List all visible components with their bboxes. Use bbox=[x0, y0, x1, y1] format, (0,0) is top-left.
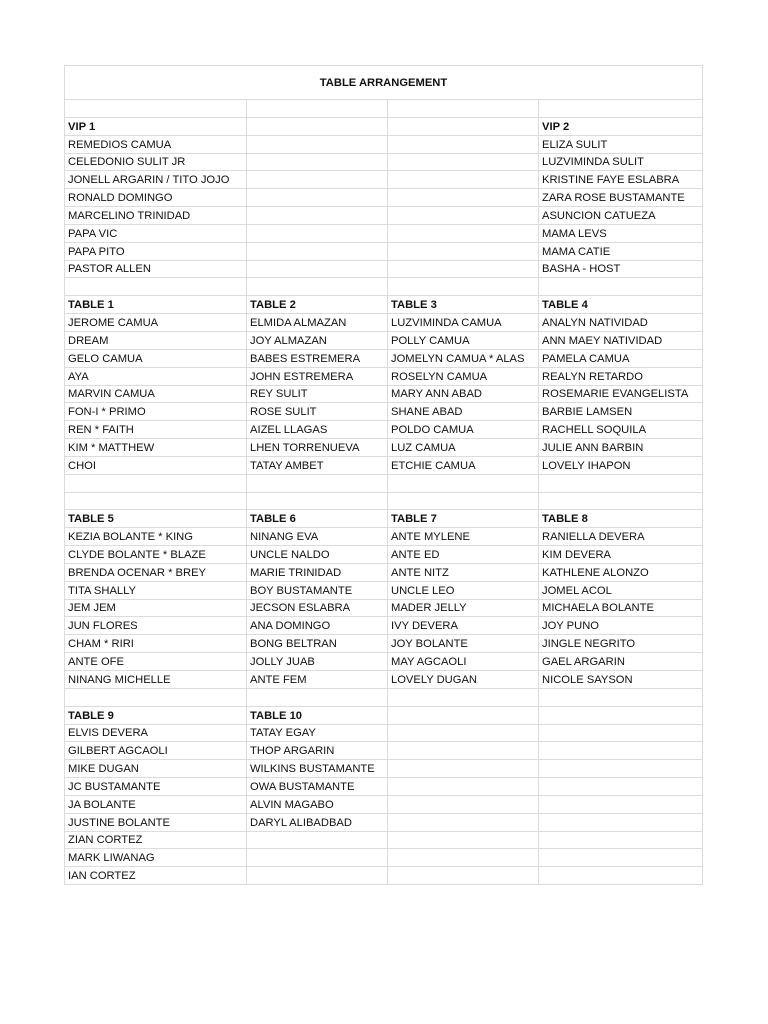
table-row bbox=[65, 153, 703, 171]
empty-cell bbox=[539, 742, 703, 760]
empty-cell bbox=[539, 813, 703, 831]
guest-name-cell: KEZIA BOLANTE * KING bbox=[65, 528, 247, 546]
guest-name-cell: ELMIDA ALMAZAN bbox=[247, 314, 388, 332]
table-row bbox=[65, 795, 703, 813]
empty-cell bbox=[388, 153, 539, 171]
guest-name-cell: JINGLE NEGRITO bbox=[539, 635, 703, 653]
empty-cell bbox=[247, 831, 388, 849]
empty-cell bbox=[247, 171, 388, 189]
guest-name-cell: ELVIS DEVERA bbox=[65, 724, 247, 742]
empty-cell bbox=[388, 100, 539, 118]
empty-cell bbox=[388, 171, 539, 189]
guest-name-cell: LUZVIMINDA SULIT bbox=[539, 153, 703, 171]
table-group-header: TABLE 6 bbox=[247, 510, 388, 528]
empty-cell bbox=[247, 189, 388, 207]
table-group-header: TABLE 3 bbox=[388, 296, 539, 314]
empty-cell bbox=[539, 831, 703, 849]
guest-name-cell: PAPA VIC bbox=[65, 224, 247, 242]
empty-cell bbox=[388, 778, 539, 796]
guest-name-cell: BASHA - HOST bbox=[539, 260, 703, 278]
empty-cell bbox=[388, 867, 539, 885]
guest-name-cell: LHEN TORRENUEVA bbox=[247, 439, 388, 457]
guest-name-cell: JEM JEM bbox=[65, 599, 247, 617]
empty-cell bbox=[247, 474, 388, 492]
table-row bbox=[65, 635, 703, 653]
guest-name-cell: THOP ARGARIN bbox=[247, 742, 388, 760]
table-row bbox=[65, 189, 703, 207]
guest-name-cell: ZIAN CORTEZ bbox=[65, 831, 247, 849]
guest-name-cell: JOY ALMAZAN bbox=[247, 331, 388, 349]
guest-name-cell: CHOI bbox=[65, 456, 247, 474]
guest-name-cell: JC BUSTAMANTE bbox=[65, 778, 247, 796]
table-row bbox=[65, 296, 703, 314]
guest-name-cell: ALVIN MAGABO bbox=[247, 795, 388, 813]
table-group-header: TABLE 7 bbox=[388, 510, 539, 528]
table-row bbox=[65, 224, 703, 242]
guest-name-cell: DARYL ALIBADBAD bbox=[247, 813, 388, 831]
table-row bbox=[65, 831, 703, 849]
empty-cell bbox=[247, 224, 388, 242]
guest-name-cell: MAMA CATIE bbox=[539, 242, 703, 260]
guest-name-cell: LOVELY IHAPON bbox=[539, 456, 703, 474]
guest-name-cell: MIKE DUGAN bbox=[65, 760, 247, 778]
table-group-header: TABLE 10 bbox=[247, 706, 388, 724]
guest-name-cell: JUSTINE BOLANTE bbox=[65, 813, 247, 831]
guest-name-cell: ETCHIE CAMUA bbox=[388, 456, 539, 474]
table-group-header: TABLE 2 bbox=[247, 296, 388, 314]
empty-cell bbox=[388, 117, 539, 135]
guest-name-cell: JOLLY JUAB bbox=[247, 653, 388, 671]
empty-cell bbox=[247, 153, 388, 171]
table-row bbox=[65, 100, 703, 118]
guest-name-cell: UNCLE LEO bbox=[388, 581, 539, 599]
table-group-header: TABLE 1 bbox=[65, 296, 247, 314]
empty-cell bbox=[65, 492, 247, 510]
guest-name-cell: RACHELL SOQUILA bbox=[539, 421, 703, 439]
empty-cell bbox=[388, 706, 539, 724]
guest-name-cell: BRENDA OCENAR * BREY bbox=[65, 563, 247, 581]
guest-name-cell: ZARA ROSE BUSTAMANTE bbox=[539, 189, 703, 207]
empty-cell bbox=[539, 100, 703, 118]
guest-name-cell: ANA DOMINGO bbox=[247, 617, 388, 635]
guest-name-cell: JONELL ARGARIN / TITO JOJO bbox=[65, 171, 247, 189]
guest-name-cell: KRISTINE FAYE ESLABRA bbox=[539, 171, 703, 189]
guest-name-cell: MICHAELA BOLANTE bbox=[539, 599, 703, 617]
guest-name-cell: MAY AGCAOLI bbox=[388, 653, 539, 671]
empty-cell bbox=[247, 492, 388, 510]
guest-name-cell: MAMA LEVS bbox=[539, 224, 703, 242]
table-row bbox=[65, 314, 703, 332]
empty-cell bbox=[388, 795, 539, 813]
empty-cell bbox=[247, 688, 388, 706]
guest-name-cell: REMEDIOS CAMUA bbox=[65, 135, 247, 153]
empty-cell bbox=[539, 474, 703, 492]
page-title: TABLE ARRANGEMENT bbox=[65, 66, 703, 100]
table-row bbox=[65, 135, 703, 153]
table-row bbox=[65, 742, 703, 760]
table-row bbox=[65, 867, 703, 885]
table-row bbox=[65, 778, 703, 796]
empty-cell bbox=[247, 207, 388, 225]
empty-cell bbox=[539, 492, 703, 510]
empty-cell bbox=[388, 474, 539, 492]
table-row bbox=[65, 546, 703, 564]
guest-name-cell: REALYN RETARDO bbox=[539, 367, 703, 385]
empty-cell bbox=[388, 242, 539, 260]
empty-cell bbox=[247, 117, 388, 135]
guest-name-cell: DREAM bbox=[65, 331, 247, 349]
guest-name-cell: ANALYN NATIVIDAD bbox=[539, 314, 703, 332]
table-group-header: TABLE 9 bbox=[65, 706, 247, 724]
guest-name-cell: AIZEL LLAGAS bbox=[247, 421, 388, 439]
empty-cell bbox=[388, 224, 539, 242]
guest-name-cell: JOY PUNO bbox=[539, 617, 703, 635]
guest-name-cell: ANTE OFE bbox=[65, 653, 247, 671]
table-row bbox=[65, 563, 703, 581]
guest-name-cell: CELEDONIO SULIT JR bbox=[65, 153, 247, 171]
table-row bbox=[65, 278, 703, 296]
empty-cell bbox=[388, 278, 539, 296]
guest-name-cell: REY SULIT bbox=[247, 385, 388, 403]
guest-name-cell: KIM DEVERA bbox=[539, 546, 703, 564]
table-row bbox=[65, 171, 703, 189]
guest-name-cell: JULIE ANN BARBIN bbox=[539, 439, 703, 457]
guest-name-cell: JUN FLORES bbox=[65, 617, 247, 635]
empty-cell bbox=[65, 278, 247, 296]
empty-cell bbox=[388, 724, 539, 742]
table-row bbox=[65, 349, 703, 367]
guest-name-cell: JECSON ESLABRA bbox=[247, 599, 388, 617]
guest-name-cell: POLLY CAMUA bbox=[388, 331, 539, 349]
empty-cell bbox=[247, 260, 388, 278]
guest-name-cell: LUZ CAMUA bbox=[388, 439, 539, 457]
guest-name-cell: UNCLE NALDO bbox=[247, 546, 388, 564]
guest-name-cell: GAEL ARGARIN bbox=[539, 653, 703, 671]
table-group-header: TABLE 4 bbox=[539, 296, 703, 314]
guest-name-cell: JEROME CAMUA bbox=[65, 314, 247, 332]
table-group-header: TABLE 8 bbox=[539, 510, 703, 528]
guest-name-cell: PAPA PITO bbox=[65, 242, 247, 260]
seating-table bbox=[64, 65, 703, 885]
guest-name-cell: REN * FAITH bbox=[65, 421, 247, 439]
empty-cell bbox=[539, 724, 703, 742]
empty-cell bbox=[388, 742, 539, 760]
guest-name-cell: TATAY AMBET bbox=[247, 456, 388, 474]
empty-cell bbox=[388, 849, 539, 867]
table-row bbox=[65, 207, 703, 225]
guest-name-cell: ASUNCION CATUEZA bbox=[539, 207, 703, 225]
guest-name-cell: PASTOR ALLEN bbox=[65, 260, 247, 278]
table-row bbox=[65, 242, 703, 260]
table-row bbox=[65, 117, 703, 135]
table-row bbox=[65, 385, 703, 403]
empty-cell bbox=[539, 867, 703, 885]
guest-name-cell: FON-I * PRIMO bbox=[65, 403, 247, 421]
empty-cell bbox=[247, 100, 388, 118]
table-row bbox=[65, 367, 703, 385]
empty-cell bbox=[388, 135, 539, 153]
empty-cell bbox=[388, 831, 539, 849]
table-row bbox=[65, 813, 703, 831]
empty-cell bbox=[539, 778, 703, 796]
guest-name-cell: ANTE ED bbox=[388, 546, 539, 564]
table-row bbox=[65, 760, 703, 778]
guest-name-cell: KATHLENE ALONZO bbox=[539, 563, 703, 581]
guest-name-cell: NINANG EVA bbox=[247, 528, 388, 546]
empty-cell bbox=[388, 260, 539, 278]
empty-cell bbox=[247, 242, 388, 260]
guest-name-cell: ANTE MYLENE bbox=[388, 528, 539, 546]
empty-cell bbox=[247, 849, 388, 867]
table-row bbox=[65, 599, 703, 617]
empty-cell bbox=[539, 688, 703, 706]
table-row bbox=[65, 456, 703, 474]
guest-name-cell: SHANE ABAD bbox=[388, 403, 539, 421]
table-group-header: VIP 2 bbox=[539, 117, 703, 135]
guest-name-cell: CHAM * RIRI bbox=[65, 635, 247, 653]
table-row bbox=[65, 528, 703, 546]
guest-name-cell: NICOLE SAYSON bbox=[539, 671, 703, 689]
guest-name-cell: WILKINS BUSTAMANTE bbox=[247, 760, 388, 778]
guest-name-cell: MARCELINO TRINIDAD bbox=[65, 207, 247, 225]
table-row bbox=[65, 474, 703, 492]
empty-cell bbox=[539, 706, 703, 724]
guest-name-cell: JA BOLANTE bbox=[65, 795, 247, 813]
guest-name-cell: GELO CAMUA bbox=[65, 349, 247, 367]
table-row bbox=[65, 849, 703, 867]
empty-cell bbox=[539, 795, 703, 813]
table-row bbox=[65, 671, 703, 689]
guest-name-cell: CLYDE BOLANTE * BLAZE bbox=[65, 546, 247, 564]
guest-name-cell: AYA bbox=[65, 367, 247, 385]
guest-name-cell: TITA SHALLY bbox=[65, 581, 247, 599]
guest-name-cell: MARY ANN ABAD bbox=[388, 385, 539, 403]
guest-name-cell: BOY BUSTAMANTE bbox=[247, 581, 388, 599]
guest-name-cell: ANN MAEY NATIVIDAD bbox=[539, 331, 703, 349]
guest-name-cell: LOVELY DUGAN bbox=[388, 671, 539, 689]
table-group-header: VIP 1 bbox=[65, 117, 247, 135]
guest-name-cell: BARBIE LAMSEN bbox=[539, 403, 703, 421]
empty-cell bbox=[247, 278, 388, 296]
empty-cell bbox=[539, 849, 703, 867]
empty-cell bbox=[65, 688, 247, 706]
empty-cell bbox=[388, 207, 539, 225]
guest-name-cell: POLDO CAMUA bbox=[388, 421, 539, 439]
guest-name-cell: ANTE NITZ bbox=[388, 563, 539, 581]
guest-name-cell: NINANG MICHELLE bbox=[65, 671, 247, 689]
guest-name-cell: IAN CORTEZ bbox=[65, 867, 247, 885]
guest-name-cell: MARK LIWANAG bbox=[65, 849, 247, 867]
guest-name-cell: JOMEL ACOL bbox=[539, 581, 703, 599]
guest-name-cell: OWA BUSTAMANTE bbox=[247, 778, 388, 796]
empty-cell bbox=[388, 492, 539, 510]
table-row bbox=[65, 617, 703, 635]
guest-name-cell: MARVIN CAMUA bbox=[65, 385, 247, 403]
table-row bbox=[65, 724, 703, 742]
guest-name-cell: ELIZA SULIT bbox=[539, 135, 703, 153]
table-row bbox=[65, 403, 703, 421]
guest-name-cell: MADER JELLY bbox=[388, 599, 539, 617]
empty-cell bbox=[388, 813, 539, 831]
empty-cell bbox=[65, 100, 247, 118]
table-row bbox=[65, 706, 703, 724]
guest-name-cell: ROSE SULIT bbox=[247, 403, 388, 421]
guest-name-cell: RONALD DOMINGO bbox=[65, 189, 247, 207]
empty-cell bbox=[539, 278, 703, 296]
table-row bbox=[65, 439, 703, 457]
table-row bbox=[65, 331, 703, 349]
title-row bbox=[65, 66, 703, 100]
empty-cell bbox=[65, 474, 247, 492]
table-row bbox=[65, 421, 703, 439]
guest-name-cell: BONG BELTRAN bbox=[247, 635, 388, 653]
empty-cell bbox=[388, 688, 539, 706]
guest-name-cell: LUZVIMINDA CAMUA bbox=[388, 314, 539, 332]
table-row bbox=[65, 688, 703, 706]
guest-name-cell: JOMELYN CAMUA * ALAS bbox=[388, 349, 539, 367]
table-row bbox=[65, 581, 703, 599]
guest-name-cell: GILBERT AGCAOLI bbox=[65, 742, 247, 760]
guest-name-cell: ROSELYN CAMUA bbox=[388, 367, 539, 385]
empty-cell bbox=[388, 760, 539, 778]
empty-cell bbox=[247, 867, 388, 885]
guest-name-cell: RANIELLA DEVERA bbox=[539, 528, 703, 546]
empty-cell bbox=[247, 135, 388, 153]
guest-name-cell: ROSEMARIE EVANGELISTA bbox=[539, 385, 703, 403]
table-row bbox=[65, 510, 703, 528]
table-row bbox=[65, 492, 703, 510]
guest-name-cell: BABES ESTREMERA bbox=[247, 349, 388, 367]
guest-name-cell: JOHN ESTREMERA bbox=[247, 367, 388, 385]
guest-name-cell: KIM * MATTHEW bbox=[65, 439, 247, 457]
guest-name-cell: ANTE FEM bbox=[247, 671, 388, 689]
guest-name-cell: TATAY EGAY bbox=[247, 724, 388, 742]
guest-name-cell: PAMELA CAMUA bbox=[539, 349, 703, 367]
guest-name-cell: IVY DEVERA bbox=[388, 617, 539, 635]
empty-cell bbox=[539, 760, 703, 778]
table-row bbox=[65, 260, 703, 278]
table-group-header: TABLE 5 bbox=[65, 510, 247, 528]
guest-name-cell: MARIE TRINIDAD bbox=[247, 563, 388, 581]
guest-name-cell: JOY BOLANTE bbox=[388, 635, 539, 653]
table-row bbox=[65, 653, 703, 671]
empty-cell bbox=[388, 189, 539, 207]
